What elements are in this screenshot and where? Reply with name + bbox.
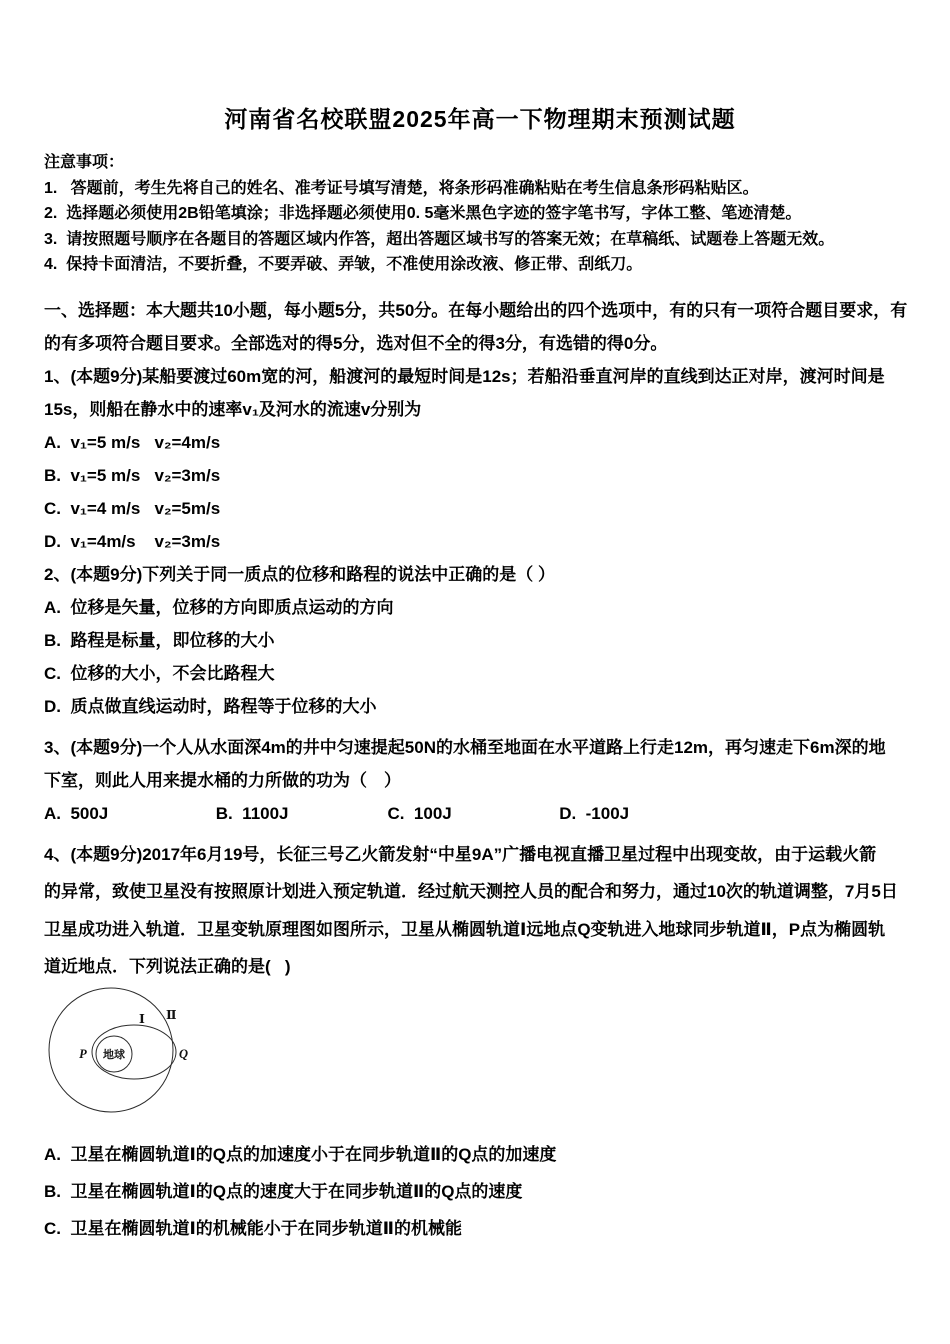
question-4-option-a: A. 卫星在椭圆轨道Ⅰ的Q点的加速度小于在同步轨道Ⅱ的Q点的加速度	[44, 1144, 557, 1164]
point-q-label: Q	[179, 1046, 189, 1061]
question-3-options-row	[44, 797, 916, 830]
orbit-transfer-diagram	[44, 984, 274, 1136]
orbit-1-label: Ⅰ	[139, 1011, 145, 1026]
notice-item-4: 4. 保持卡面清洁，不要折叠，不要弄破、弄皱，不准使用涂改液、修正带、刮纸刀。	[44, 256, 643, 273]
notice-item-2: 2. 选择题必须使用2B铅笔填涂；非选择题必须使用0. 5毫米黑色字迹的签字笔书写，字体工整、笔迹清楚。	[44, 205, 802, 222]
question-3-option-d: D. -100J	[559, 803, 630, 823]
question-2	[44, 558, 916, 723]
question-2-option-a: A. 位移是矢量，位移的方向即质点运动的方向	[44, 597, 394, 617]
section-instructions-line-2: 的有多项符合题目要求。全部选对的得5分，选对但不全的得3分，有选错的得0分。	[44, 333, 668, 353]
question-1-stem-line-2: 15s，则船在静水中的速率v₁及河水的流速v分别为	[44, 399, 422, 419]
section-instructions	[44, 294, 916, 360]
question-4-option-c: C. 卫星在椭圆轨道Ⅰ的机械能小于在同步轨道Ⅱ的机械能	[44, 1218, 462, 1238]
page-title: 河南省名校联盟2025年高一下物理期末预测试题	[224, 106, 736, 132]
question-3-option-a: A. 500J	[44, 803, 109, 823]
question-4-stem-line-3: 卫星成功进入轨道．卫星变轨原理图如图所示，卫星从椭圆轨道Ⅰ远地点Q变轨进入地球同步轨道Ⅱ，P点为椭圆轨	[44, 919, 886, 939]
question-4-option-b: B. 卫星在椭圆轨道Ⅰ的Q点的速度大于在同步轨道Ⅱ的Q点的速度	[44, 1181, 523, 1201]
point-p-label: P	[79, 1046, 87, 1061]
question-4-stem-line-4: 道近地点．下列说法正确的是( )	[44, 957, 291, 976]
notice-header: 注意事项：	[44, 154, 125, 171]
earth-label: 地球	[103, 1048, 125, 1061]
question-1-option-c: C. v₁=4 m/s v₂=5m/s	[44, 498, 221, 518]
notice-section	[44, 150, 916, 278]
question-4-stem-line-1: 4、(本题9分)2017年6月19号，长征三号乙火箭发射“中星9A”广播电视直播卫星过程中出现变故，由于运载火箭	[44, 844, 877, 864]
question-4	[44, 836, 916, 1247]
question-3	[44, 731, 916, 830]
notice-item-3: 3. 请按照题号顺序在各题目的答题区域内作答，超出答题区域书写的答案无效；在草稿纸、试题卷上答题无效。	[44, 230, 835, 248]
question-1-option-b: B. v₁=5 m/s v₂=3m/s	[44, 465, 221, 485]
question-3-option-b: B. 1100J	[215, 803, 289, 823]
question-1-stem-line-1: 1、(本题9分)某船要渡过60m宽的河，船渡河的最短时间是12s；若船沿垂直河岸的直线到达正对岸，渡河时间是	[44, 366, 885, 386]
section-instructions-line-1: 一、选择题：本大题共10小题，每小题5分，共50分。在每小题给出的四个选项中，有的只有一项符合题目要求，有	[44, 300, 908, 320]
question-1-option-a: A. v₁=5 m/s v₂=4m/s	[44, 432, 221, 452]
question-3-stem-line-2: 下室，则此人用来提水桶的力所做的功为（ ）	[44, 770, 401, 790]
question-2-option-c: C. 位移的大小，不会比路程大	[44, 663, 275, 683]
question-4-stem-line-2: 的异常，致使卫星没有按照原计划进入预定轨道．经过航天测控人员的配合和努力，通过10次的轨道调整，7月5日	[44, 882, 898, 901]
question-2-option-d: D. 质点做直线运动时，路程等于位移的大小	[44, 696, 377, 716]
question-1	[44, 360, 916, 558]
question-3-stem-line-1: 3、(本题9分)一个人从水面深4m的井中匀速提起50N的水桶至地面在水平道路上行走12m，再匀速走下6m深的地	[44, 737, 886, 757]
question-3-option-c: C. 100J	[387, 803, 452, 823]
question-2-option-b: B. 路程是标量，即位移的大小	[44, 630, 275, 650]
orbit-2-label: Ⅱ	[166, 1007, 177, 1022]
question-1-option-d: D. v₁=4m/s v₂=3m/s	[44, 531, 221, 551]
question-2-stem-line-1: 2、(本题9分)下列关于同一质点的位移和路程的说法中正确的是（ ）	[44, 564, 555, 584]
notice-item-1: 1. 答题前，考生先将自己的姓名、准考证号填写清楚，将条形码准确粘贴在考生信息条形码粘贴区。	[44, 179, 759, 197]
